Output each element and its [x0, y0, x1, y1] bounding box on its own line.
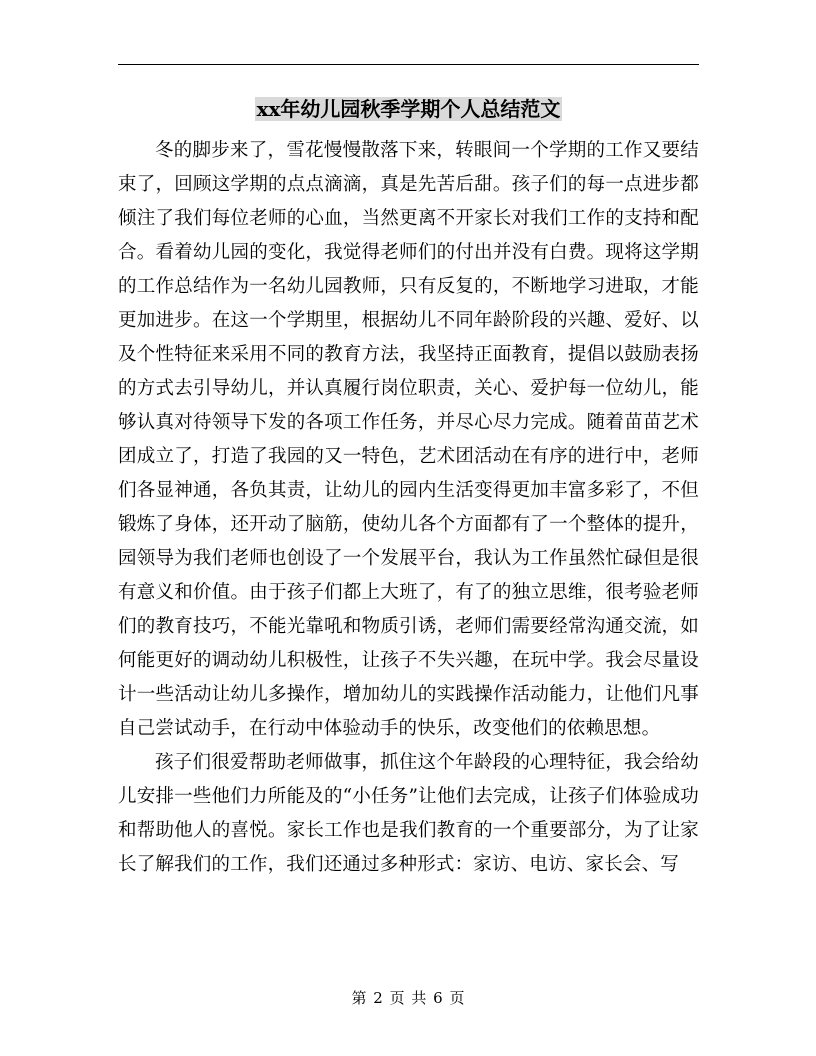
document-title-text: xx年幼儿园秋季学期个人总结范文 [256, 97, 561, 121]
document-body [118, 134, 699, 882]
paragraph-1: 冬的脚步来了，雪花慢慢散落下来，转眼间一个学期的工作又要结束了，回顾这学期的点点滴滴，真是先苦后甜。孩子们的每一点进步都倾注了我们每位老师的心血，当然更离不开家长对我们工作的支持和配合。看着幼儿园的变化，我觉得老师们的付出并没有白费。现将这学期的工作总结作为一名幼儿园教师，只有反复的，不断地学习进取，才能更加进步。在这一个学期里，根据幼儿不同年龄阶段的兴趣、爱好、以及个性特征来采用不同的教育方法，我坚持正面教育，提倡以鼓励表扬的方式去引导幼儿，并认真履行岗位职责，关心、爱护每一位幼儿，能够认真对待领导下发的各项工作任务，并尽心尽力完成。随着苗苗艺术团成立了，打造了我园的又一特色，艺术团活动在有序的进行中，老师们各显神通，各负其责，让幼儿的园内生活变得更加丰富多彩了，不但锻炼了身体，还开动了脑筋，使幼儿各个方面都有了一个整体的提升，园领导为我们老师也创设了一个发展平台，我认为工作虽然忙碌但是很有意义和价值。由于孩子们都上大班了，有了的独立思维，很考验老师们的教育技巧，不能光靠吼和物质引诱，老师们需要经常沟通交流，如何能更好的调动幼儿积极性，让孩子不失兴趣，在玩中学。我会尽量设计一些活动让幼儿多操作，增加幼儿的实践操作活动能力，让他们凡事自己尝试动手，在行动中体验动手的快乐，改变他们的依赖思想。 [118, 140, 699, 739]
paragraph-2: 孩子们很爱帮助老师做事，抓住这个年龄段的心理特征，我会给幼儿安排一些他们力所能及的“小任务”让他们去完成，让孩子们体验成功和帮助他人的喜悦。家长工作也是我们教育的一个重要部分，为了让家长了解我们的工作，我们还通过多种形式：家访、电访、家长会、写 [118, 752, 699, 875]
page-number-footer: 第 2 页 共 6 页 [351, 989, 466, 1007]
header-rule [118, 64, 699, 65]
document-title [118, 92, 699, 126]
